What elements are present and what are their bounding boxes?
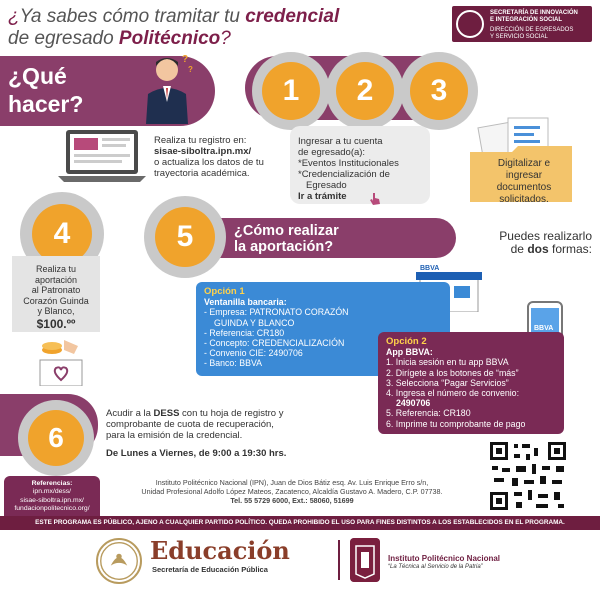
step-4-box: Realiza tu aportación al Patronato Corazón Guinda y Blanco, $100.ºº bbox=[12, 256, 100, 332]
footer-divider bbox=[338, 540, 340, 580]
step-5-title: ¿Cómo realizar la aportación? bbox=[234, 223, 339, 255]
businessman-icon bbox=[138, 52, 196, 124]
ipn-seal-icon bbox=[456, 10, 484, 38]
step-1-text: Realiza tu registro en: sisae-siboltra.ipn.mx/ o actualiza los datos de tu trayectoria académica. bbox=[154, 135, 264, 179]
step-1-ring bbox=[252, 52, 330, 130]
laptop-icon bbox=[58, 128, 146, 184]
option-2-box: Opción 2 App BBVA: 1. Inicia sesión en tu app BBVA 2. Dirígete a los botones de “más” 3. Selecciona “Pagar Servicios” 4. Ingresa el número de convenio: 2490706 5. Referencia: CR180 6. Imprime tu comprobante de pago bbox=[378, 332, 564, 434]
svg-text:?: ? bbox=[188, 65, 193, 74]
page-title: ¿Ya sabes cómo tramitar tu credencial de egresado Politécnico? bbox=[8, 6, 340, 49]
step-3-text: Digitalizar e ingresar documentos solicitados. bbox=[496, 158, 552, 205]
ipn-name: Instituto Politécnico Nacional bbox=[388, 554, 501, 563]
sep-name: Secretaría de Educación Pública bbox=[152, 565, 268, 574]
step-5-number: 5 bbox=[155, 207, 215, 267]
step-1-number: 1 bbox=[262, 62, 320, 120]
bank-sign: BBVA bbox=[420, 265, 440, 272]
ref-link-sisae[interactable]: sisae-siboltra.ipn.mx/ bbox=[20, 496, 84, 504]
ref-link-fundacion[interactable]: fundacionpolitecnico.org/ bbox=[14, 505, 90, 513]
footer bbox=[0, 530, 600, 600]
hand-cursor-icon bbox=[368, 192, 382, 206]
educacion-logo-text: Educación bbox=[150, 536, 290, 565]
ipn-logo-icon bbox=[350, 538, 380, 582]
address: Instituto Politécnico Nacional (IPN), Juan de Dios Bátiz esq. Av. Luis Enrique Erro s/n, Unidad Profesional Adolfo López Mateos, Zacatenco, Alcaldía Gustavo A. Madero, C.P. 07738. Tel. 55 5729 6000, Ext.: 58060, 51699 bbox=[141, 478, 443, 505]
svg-text:?: ? bbox=[182, 54, 189, 65]
phone-sign: BBVA bbox=[534, 325, 554, 332]
step-5-ring bbox=[144, 196, 226, 278]
step-2-ring bbox=[326, 52, 404, 130]
national-seal-icon bbox=[96, 538, 142, 584]
payment-options-intro: Puedes realizarlo de dos formas: bbox=[499, 229, 592, 256]
option-1-box: Opción 1 Ventanilla bancaria: - Empresa: PATRONATO CORAZÓN GUINDA Y BLANCO - Referencia: CR180 - Concepto: CREDENCIALIZACIÓN - Convenio CIE: 2490706 - Banco: BBVA bbox=[196, 282, 450, 376]
step-4-number: 4 bbox=[32, 204, 92, 264]
schedule: De Lunes a Viernes, de 9:00 a 19:30 hrs. bbox=[106, 448, 287, 459]
ref-link-dess[interactable]: ipn.mx/dess/ bbox=[32, 488, 72, 496]
que-hacer-title: ¿Qué hacer? bbox=[8, 63, 84, 117]
references-box: Referencias: ipn.mx/dess/ sisae-siboltra.ipn.mx/ fundacionpolitecnico.org/ bbox=[4, 476, 100, 532]
step-2-number: 2 bbox=[336, 62, 394, 120]
coins-donation-icon bbox=[34, 336, 88, 386]
step-6-ring bbox=[18, 400, 94, 476]
legal-disclaimer: ESTE PROGRAMA ES PÚBLICO, AJENO A CUALQUIER PARTIDO POLÍTICO. QUEDA PROHIBIDO EL USO PARA FINES DISTINTOS A LOS ESTABLECIDOS EN EL PROGRAMA. bbox=[0, 516, 600, 530]
amount: $100.ºº bbox=[36, 316, 76, 331]
step-3-number: 3 bbox=[410, 62, 468, 120]
ipn-motto: “La Técnica al Servicio de la Patria” bbox=[388, 564, 483, 570]
qr-code[interactable] bbox=[488, 440, 568, 512]
step-6-text: Acudir a la DESS con tu hoja de registro y comprobante de cuota de recuperación, para la emisión de la credencial. bbox=[106, 408, 284, 441]
step-2-box: Ingresar a tu cuenta de egresado(a): *Eventos Institucionales *Credencialización de Egresado Ir a trámite bbox=[290, 126, 430, 204]
secretaria-badge: SECRETARÍA DE INNOVACIÓN E INTEGRACIÓN SOCIAL DIRECCIÓN DE EGRESADOS Y SERVICIO SOCIAL bbox=[452, 6, 592, 42]
step-6-number: 6 bbox=[28, 410, 84, 466]
